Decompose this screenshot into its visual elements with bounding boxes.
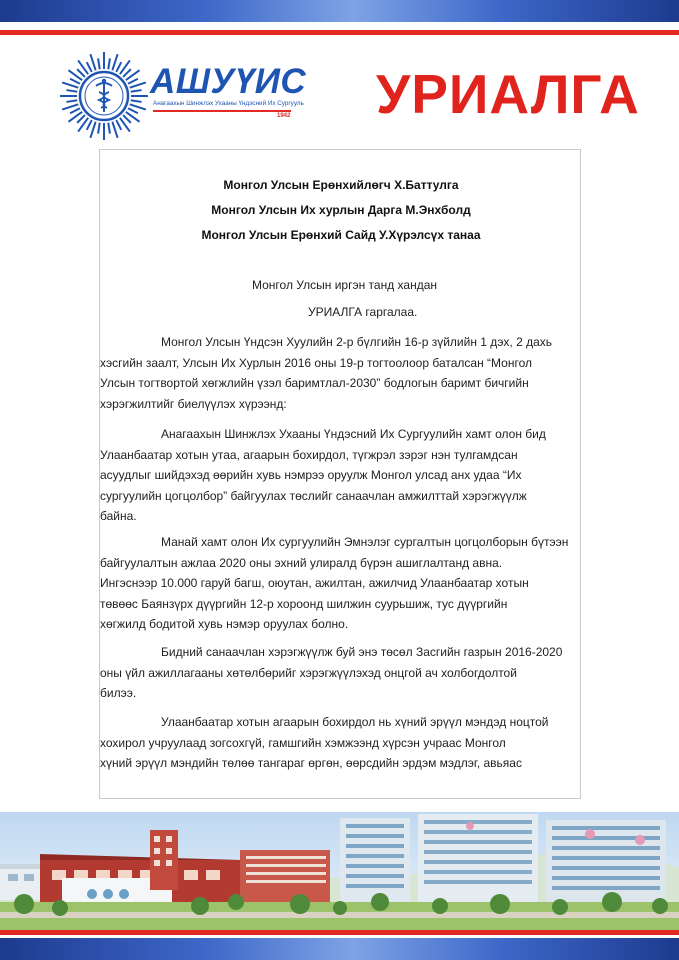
paragraph-line: Улаанбаатар хотын утаа, агаарын бохирдол, түгжрэл зэрэг нэн тулгамдсан: [100, 447, 518, 462]
paragraph-line: асуудлыг шийдэхэд өөрийн хувь нэмрээ оруулж Монгол улсад анх удаа “Их: [100, 468, 522, 483]
emblem-ray: [116, 120, 121, 130]
emblem-ray: [108, 58, 110, 69]
paragraph-line: төвөөс Баянзүрх дүүргийн 12-р хороонд шилжин суурьшиж, тус дүүргийн: [100, 596, 508, 611]
campus-illustration: [0, 812, 679, 930]
paragraph-line: Улаанбаатар хотын агаарын бохирдол нь хүний эрүүл мэндэд ноцтой: [161, 715, 549, 729]
paragraph-line: Монгол Улсын Үндсэн Хуулийн 2-р бүлгийн 16-р зүйлийн 1 дэх, 2 дахь: [161, 335, 553, 349]
emblem-ray: [66, 90, 77, 92]
greeting-call: УРИАЛГА гаргалаа.: [308, 305, 418, 319]
brand-underline: [153, 110, 291, 112]
bottom-blue-band: [0, 938, 679, 960]
emblem-ray: [128, 79, 138, 84]
top-red-stripe: [0, 30, 679, 35]
emblem-ray: [116, 62, 121, 72]
paragraph-line: оны үйл ажиллагааны хөтөлбөрийг хэрэгжүүлэхэд онцгой ач холбогдолтой: [100, 665, 517, 680]
emblem-ray: [130, 104, 146, 109]
paragraph-line: байгуулалтын ажлаа 2020 оны эхний улиралд бүрэн ашиглалтанд авна.: [100, 555, 503, 570]
emblem-ray: [70, 79, 80, 84]
emblem-ray: [87, 120, 92, 130]
addressee-line: Монгол Улсын Ерөнхийлөгч Х.Баттулга: [223, 178, 459, 192]
paragraph-line: Ингэснээр 10.000 гаруй багш, оюутан, ажилтан, ажилчид Улаанбаатар хотын: [100, 576, 529, 591]
bottom-red-stripe: [0, 930, 679, 935]
university-emblem-icon: [58, 50, 150, 142]
emblem-ray: [98, 123, 100, 134]
emblem-ray: [90, 122, 95, 138]
emblem-ray: [62, 104, 78, 109]
emblem-ray: [77, 69, 85, 77]
emblem-ray: [66, 100, 77, 102]
addressee-line: Монгол Улсын Ерөнхий Сайд У.Хүрэлсүх танаа: [201, 228, 481, 242]
emblem-ray: [128, 108, 138, 113]
emblem-ray: [130, 82, 146, 87]
paragraph-line: Анагаахын Шинжлэх Ухааны Үндэсний Их Сургуулийн хамт олон бид: [161, 427, 546, 441]
paragraph-line: хэрэгжилтийг биелүүлэх хүрээнд:: [100, 396, 287, 411]
paragraph-line: Улсын тогтвортой хөгжлийн үзэл баримтлал-2030” бодлогын баримт бичгийн: [100, 376, 529, 391]
emblem-ray: [131, 100, 142, 102]
emblem-ray: [70, 108, 80, 113]
emblem-ray: [112, 122, 117, 138]
brand-year: 1942: [277, 113, 291, 119]
greeting: Монгол Улсын иргэн танд хандан: [252, 278, 438, 292]
top-blue-band: [0, 0, 679, 22]
paragraph-line: Манай хамт олон Их сургуулийн Эмнэлэг сургалтын цогцолборын бүтээн: [161, 535, 569, 549]
paragraph-line: сургуулийн цогцолбор” байгуулах төслийг санаачлан амжилттай хэрэгжүүлж: [100, 488, 527, 503]
paragraph-line: хүний эрүүл мэндийн төлөө тангараг өргөн, өөрсдийн эрдэм мэдлэг, авьяас: [100, 756, 522, 771]
paragraph-line: хохирол учруулаад зогсохгүй, гамшгийн хэмжээнд хүрсэн учраас Монгол: [100, 735, 506, 750]
emblem-ray: [77, 115, 85, 123]
emblem-ray: [98, 58, 100, 69]
announcement-title: УРИАЛГА: [376, 63, 640, 125]
brand-subtitle: Анагаахын Шинжлэх Ухааны Үндэсний Их Сургууль: [153, 100, 304, 107]
emblem-ray: [108, 123, 110, 134]
emblem-ray: [131, 90, 142, 92]
paragraph: [100, 332, 553, 414]
emblem-ray: [123, 115, 131, 123]
paragraph-line: Бидний санаачлан хэрэгжүүлж буй энэ төсөл Засгийн газрын 2016-2020: [161, 645, 563, 659]
emblem-ray: [90, 54, 95, 70]
paragraph: [100, 642, 563, 704]
letter-frame: [99, 149, 581, 799]
emblem-ray: [62, 82, 78, 87]
paragraph-line: билээ.: [100, 686, 137, 701]
brand-name: АШУҮИС: [150, 62, 307, 101]
paragraph-line: хэсгийн заалт, Улсын Их Хурлын 2016 оны 19-р тогтоолоор баталсан “Монгол: [100, 355, 532, 370]
paragraph: [100, 712, 549, 774]
addressee-line: Монгол Улсын Их хурлын Дарга М.Энхболд: [211, 203, 471, 217]
paragraph-line: байна.: [100, 509, 137, 524]
emblem-ray: [112, 54, 117, 70]
emblem-ray: [87, 62, 92, 72]
paragraph: [100, 424, 549, 527]
paragraph: [100, 532, 569, 635]
paragraph-line: хөгжилд бодитой хувь нэмэр оруулах болно.: [100, 617, 349, 632]
emblem-ray: [123, 69, 131, 77]
